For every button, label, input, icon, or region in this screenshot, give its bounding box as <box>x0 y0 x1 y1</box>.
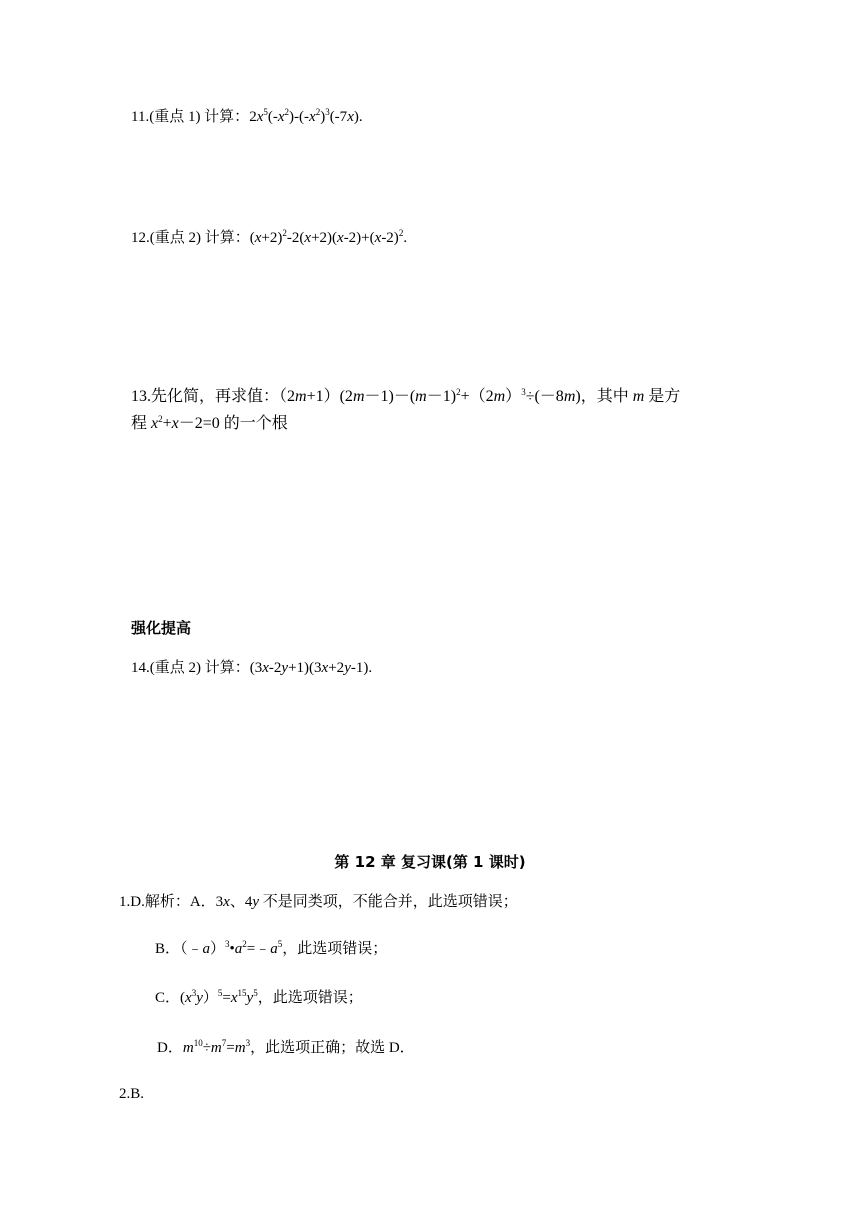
math-text: (-7 <box>329 109 348 125</box>
math-var: x <box>304 230 312 246</box>
exponent: 2 <box>315 107 321 117</box>
math-text: +2 <box>328 660 345 676</box>
answer-option-d <box>157 1037 415 1059</box>
math-var: m <box>295 388 307 405</box>
math-text: －1) <box>426 388 457 405</box>
math-text: +（2 <box>460 388 494 405</box>
math-text: . <box>403 230 408 246</box>
math-text: +2) <box>261 230 283 246</box>
math-text: +2)( <box>311 230 338 246</box>
math-var: m <box>632 388 645 405</box>
math-text: =﹣ <box>246 941 271 957</box>
math-var: x <box>256 109 264 125</box>
math-var: x <box>309 109 316 125</box>
math-text: -2)+( <box>343 230 375 246</box>
exponent: 3 <box>521 387 526 397</box>
math-text: －2=0 的一个根 <box>178 415 288 432</box>
math-text: • <box>229 941 235 957</box>
math-var: x <box>277 109 285 125</box>
math-text: －1)－( <box>364 388 416 405</box>
exponent: 10 <box>193 1038 203 1048</box>
math-text: -2 <box>268 660 282 676</box>
exponent: 15 <box>237 988 247 998</box>
math-text: 是方 <box>644 388 681 405</box>
math-var: x <box>185 990 192 1006</box>
math-text: 2 <box>249 109 257 125</box>
math-text: ( <box>249 230 255 246</box>
math-text: = <box>226 1040 235 1056</box>
exponent: 2 <box>398 228 404 238</box>
exponent: 5 <box>217 988 223 998</box>
question-13-line-2 <box>131 413 288 435</box>
math-text: -2) <box>381 230 399 246</box>
math-text: 不是同类项，不能合并，此选项错误； <box>259 894 518 910</box>
question-13-line-1 <box>131 386 680 408</box>
math-var: a <box>270 941 278 957</box>
math-text: 、4 <box>229 894 253 910</box>
exponent: 2 <box>242 939 247 949</box>
math-var: y <box>252 894 260 910</box>
math-text: ) <box>320 109 326 125</box>
math-var: m <box>493 388 506 405</box>
math-text: -1). <box>350 660 373 676</box>
exponent: 5 <box>277 939 283 949</box>
math-text: -2( <box>286 230 305 246</box>
math-text: C．( <box>155 990 186 1006</box>
math-text: ，此选项正确；故选 D． <box>250 1040 415 1056</box>
math-var: x <box>254 230 262 246</box>
exponent: 2 <box>456 387 461 397</box>
math-var: m <box>352 388 365 405</box>
math-text: ） <box>202 990 218 1006</box>
math-var: m <box>182 1040 194 1056</box>
exponent: 2 <box>282 228 287 238</box>
exponent: 3 <box>191 988 197 998</box>
answer-1 <box>119 891 518 913</box>
math-text: B．（﹣ <box>155 941 203 957</box>
math-var: m <box>234 1040 246 1056</box>
answers-title: 第 12 章 复习课(第 1 课时) <box>334 853 526 871</box>
exponent: 2 <box>158 414 163 424</box>
math-var: y <box>246 990 254 1006</box>
math-text: 1.D.解析：A．3 <box>119 894 224 910</box>
math-text: 程 <box>131 415 152 432</box>
math-var: x <box>337 230 344 246</box>
math-text: 13.先化简，再求值：（2 <box>131 388 296 405</box>
exponent: 3 <box>325 107 330 117</box>
math-text: ，此选项错误； <box>282 941 388 957</box>
math-var: m <box>563 388 576 405</box>
exponent: 5 <box>253 988 258 998</box>
math-text: ，此选项错误； <box>257 990 363 1006</box>
answer-option-b <box>155 938 387 960</box>
math-var: x <box>347 109 354 125</box>
math-var: x <box>151 415 159 432</box>
math-text: (3 <box>249 660 263 676</box>
math-var: x <box>262 660 269 676</box>
exponent: 3 <box>225 939 230 949</box>
math-var: m <box>415 388 427 405</box>
math-var: x <box>321 660 329 676</box>
answer-2: 2.B. <box>119 1086 145 1102</box>
math-text: +1）(2 <box>306 388 353 405</box>
math-var: a <box>202 941 211 957</box>
math-var: x <box>374 230 382 246</box>
math-var: a <box>234 941 243 957</box>
answer-option-c <box>155 987 363 1009</box>
math-var: y <box>344 660 351 676</box>
math-var: x <box>230 990 238 1006</box>
question-11 <box>131 106 363 128</box>
math-text: ） <box>505 388 522 405</box>
question-label: 11.(重点 1) 计算： <box>131 109 250 125</box>
math-text: +1)(3 <box>288 660 322 676</box>
question-label: 14.(重点 2) 计算： <box>131 660 250 676</box>
exponent: 3 <box>245 1038 251 1048</box>
math-var: m <box>210 1040 222 1056</box>
exponent: 2 <box>284 107 290 117</box>
math-text: )，其中 <box>575 388 633 405</box>
math-var: x <box>171 415 179 432</box>
math-var: y <box>281 660 289 676</box>
math-text: ÷(－8 <box>525 388 564 405</box>
question-label: 12.(重点 2) 计算： <box>131 230 250 246</box>
exponent: 5 <box>263 107 268 117</box>
question-14 <box>131 657 372 679</box>
math-text: ). <box>353 109 363 125</box>
math-text: D． <box>157 1040 183 1056</box>
math-text: (- <box>267 109 278 125</box>
math-text: )-(- <box>289 109 310 125</box>
section-heading: 强化提高 <box>131 619 192 637</box>
exponent: 7 <box>221 1038 227 1048</box>
question-12 <box>131 227 407 249</box>
math-text: ÷ <box>202 1040 211 1056</box>
math-text: ） <box>210 941 226 957</box>
math-text: = <box>222 990 231 1006</box>
math-var: y <box>196 990 203 1006</box>
math-var: x <box>223 894 230 910</box>
math-text: + <box>162 415 172 432</box>
